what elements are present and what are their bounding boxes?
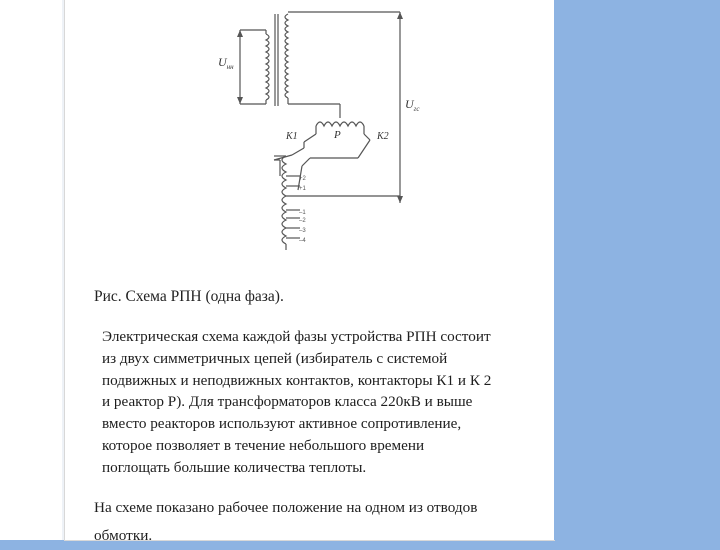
hv-arrow-head-bottom — [397, 196, 403, 203]
reactor-label: P — [334, 129, 341, 141]
hv-voltage-label: $U_{гс}$ — [405, 97, 420, 113]
contactor-k1 — [304, 134, 316, 142]
figure-caption: Рис. Схема РПН (одна фаза). — [94, 288, 284, 305]
note-line: На схеме показано рабочее положение на одном из отводов — [94, 499, 478, 516]
hv-arrow-head-top — [397, 12, 403, 19]
regulating-winding — [282, 156, 286, 244]
reactor — [316, 122, 364, 126]
description-paragraph — [102, 326, 542, 479]
paragraph-line: поглощать большие количества теплоты. — [102, 458, 367, 476]
k2-label: K2 — [377, 131, 389, 142]
tap-label: +1 — [299, 186, 306, 192]
lv-arrow-head-bottom — [237, 97, 243, 104]
left-margin-band — [0, 0, 65, 540]
tap-label: –3 — [299, 228, 306, 234]
tap-label: –4 — [299, 238, 306, 244]
paragraph-line: подвижных и неподвижных контактов, контакторы К1 и К 2 — [102, 371, 492, 389]
tap-label: –2 — [299, 218, 306, 224]
rpn-circuit-diagram — [200, 0, 440, 260]
paragraph-line: и реактор Р). Для трансформаторов класса 220кВ и выше — [102, 393, 473, 411]
paragraph-line: Электрическая схема каждой фазы устройства РПН состоит — [102, 328, 491, 345]
paragraph-line: которое позволяет в течение небольшого времени — [102, 436, 425, 454]
contactor-k2 — [364, 134, 370, 140]
note-paragraph — [94, 494, 544, 550]
k1-label: K1 — [286, 131, 298, 142]
paragraph-line: из двух симметричных цепей (избиратель с системой — [102, 349, 448, 367]
note-line: обмотки. — [94, 527, 153, 544]
tap-label: –1 — [299, 210, 306, 216]
right-background-band — [554, 0, 720, 540]
paragraph-line: вместо реакторов используют активное сопротивление, — [102, 415, 462, 433]
hv-winding — [285, 14, 288, 98]
lv-voltage-label: $U_{нн}$ — [218, 55, 234, 71]
lv-winding — [266, 34, 269, 100]
lv-arrow-head-top — [237, 30, 243, 37]
tap-label: +2 — [299, 176, 306, 182]
